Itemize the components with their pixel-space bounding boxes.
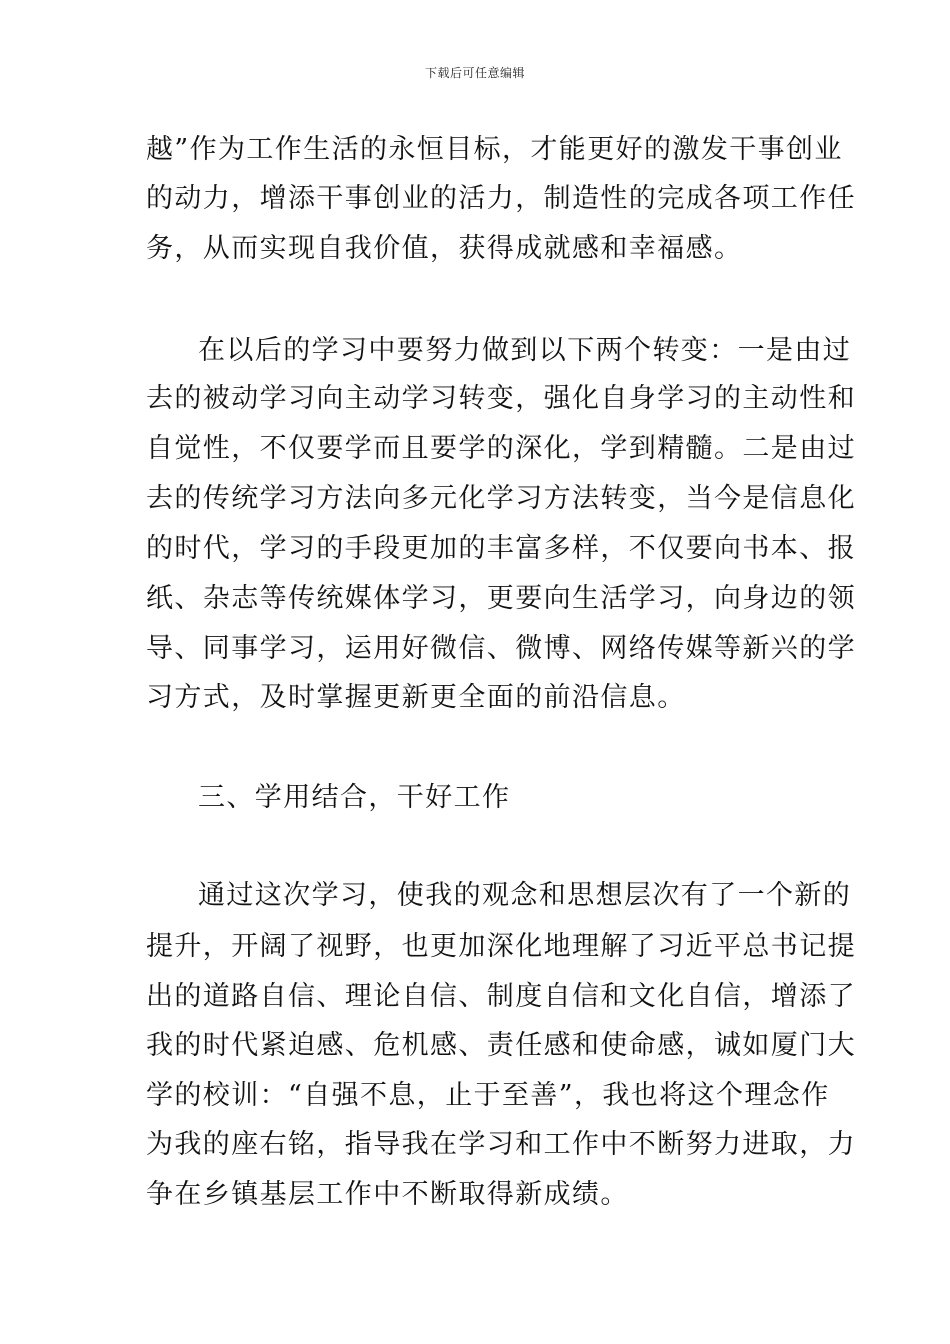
paragraph-line: 越”作为工作生活的永恒目标，才能更好的激发干事创业 [146, 134, 843, 165]
paragraph-line: 出的道路自信、理论自信、制度自信和文化自信，增添了 [146, 981, 856, 1012]
paragraph-line: 通过这次学习，使我的观念和思想层次有了一个新的 [198, 880, 852, 911]
paragraph-line: 纸、杂志等传统媒体学习，更要向生活学习，向身边的领 [146, 583, 856, 614]
paragraph-line: 务，从而实现自我价值，获得成就感和幸福感。 [146, 233, 743, 264]
paragraph-line: 我的时代紧迫感、危机感、责任感和使命感，诚如厦门大 [146, 1030, 856, 1061]
paragraph-line: 的时代，学习的手段更加的丰富多样，不仅要向书本、报 [146, 533, 856, 564]
page-header-note: 下载后可任意编辑 [424, 66, 525, 80]
paragraph-line: 在以后的学习中要努力做到以下两个转变：一是由过 [198, 335, 852, 366]
paragraph-line: 提升，开阔了视野，也更加深化地理解了习近平总书记提 [146, 931, 856, 962]
paragraph-line: 去的传统学习方法向多元化学习方法转变，当今是信息化 [146, 483, 856, 514]
paragraph-line: 为我的座右铭，指导我在学习和工作中不断努力进取，力 [146, 1129, 856, 1160]
paragraph-line: 学的校训：“自强不息，止于至善”，我也将这个理念作 [146, 1080, 830, 1111]
paragraph-line: 的动力，增添干事创业的活力，制造性的完成各项工作任 [146, 183, 856, 214]
paragraph-line: 争在乡镇基层工作中不断取得新成绩。 [146, 1179, 629, 1210]
paragraph-line: 习方式，及时掌握更新更全面的前沿信息。 [146, 682, 686, 713]
paragraph-line: 自觉性，不仅要学而且要学的深化，学到精髓。二是由过 [146, 433, 856, 464]
paragraph-line: 导、同事学习，运用好微信、微博、网络传媒等新兴的学 [146, 633, 856, 664]
paragraph-line: 去的被动学习向主动学习转变，强化自身学习的主动性和 [146, 383, 856, 414]
section-heading: 三、学用结合，干好工作 [198, 782, 511, 813]
